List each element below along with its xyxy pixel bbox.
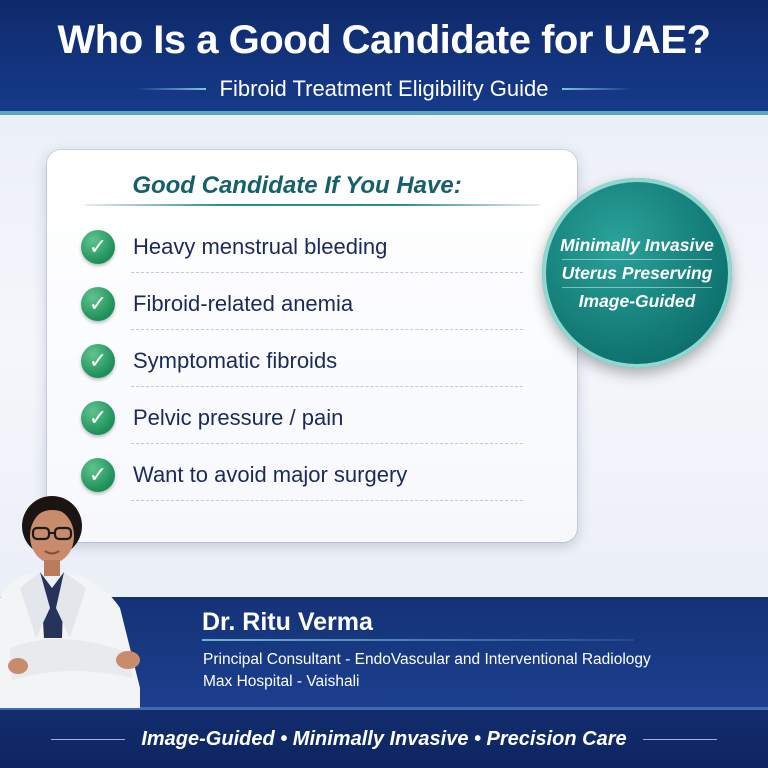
doctor-name-rule	[202, 639, 634, 641]
badge-line: Minimally Invasive	[560, 234, 714, 255]
criterion-label: Want to avoid major surgery	[133, 461, 408, 487]
criteria-list	[81, 218, 521, 503]
subtitle-row	[0, 74, 768, 104]
page-subtitle: Fibroid Treatment Eligibility Guide	[219, 76, 549, 101]
check-icon: ✓	[81, 458, 115, 492]
check-icon: ✓	[81, 344, 115, 378]
footer-strip	[0, 707, 768, 768]
card-heading: Good Candidate If You Have:	[132, 172, 462, 199]
list-item	[81, 218, 521, 275]
page-title: Who Is a Good Candidate for UAE?	[57, 18, 711, 62]
header-banner	[0, 0, 768, 115]
footer-rule-right	[643, 739, 717, 740]
card-heading-rule	[85, 204, 540, 206]
benefits-badge	[542, 178, 732, 368]
criterion-label: Fibroid-related anemia	[133, 290, 354, 316]
candidate-card	[47, 150, 577, 542]
criterion-label: Symptomatic fibroids	[133, 347, 338, 373]
doctor-title: Principal Consultant - EndoVascular and Interventional Radiology	[203, 651, 651, 668]
footer-rule-left	[51, 739, 125, 740]
doctor-hospital: Max Hospital - Vaishali	[203, 673, 360, 690]
check-icon: ✓	[81, 287, 115, 321]
subtitle-rule-left	[136, 88, 206, 90]
list-item	[81, 275, 521, 332]
criterion-label: Heavy menstrual bleeding	[133, 233, 388, 259]
check-icon: ✓	[81, 230, 115, 264]
doctor-portrait	[0, 488, 150, 708]
doctor-name: Dr. Ritu Verma	[202, 608, 373, 636]
badge-line: Image-Guided	[578, 290, 696, 311]
check-icon: ✓	[81, 401, 115, 435]
footer-tagline: Image-Guided • Minimally Invasive • Precision Care	[141, 727, 627, 750]
badge-line: Uterus Preserving	[561, 262, 713, 283]
subtitle-rule-right	[562, 88, 632, 90]
criterion-label: Pelvic pressure / pain	[133, 404, 344, 430]
list-item	[81, 332, 521, 389]
list-item	[81, 389, 521, 446]
